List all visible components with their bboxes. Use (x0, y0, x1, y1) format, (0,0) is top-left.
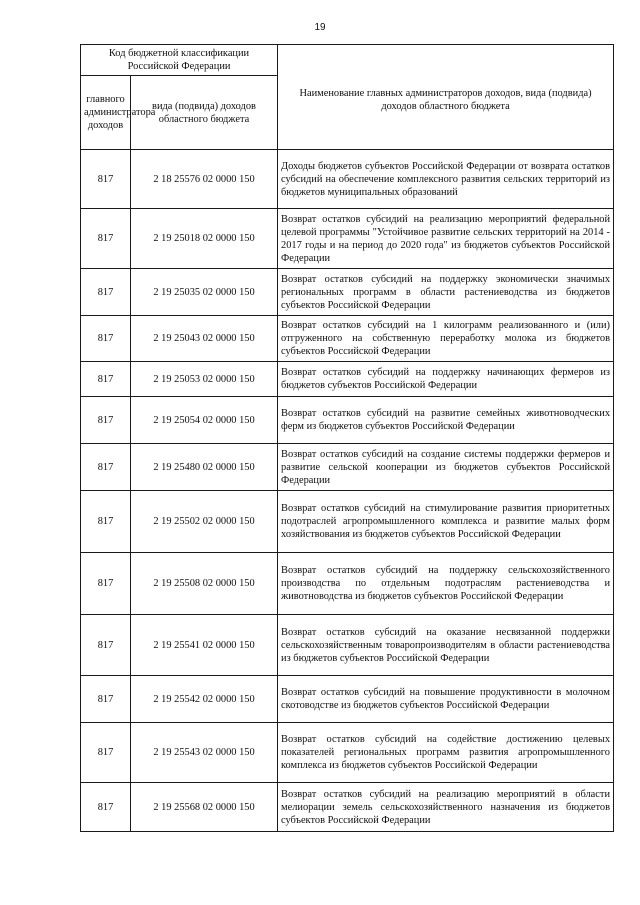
header-code-group: Код бюджетной классификации Российской Федерации (81, 45, 278, 76)
income-name-cell: Возврат остатков субсидий на содействие достижению целевых показателей региональных программ развития агропромышленного комплекса из бюджетов субъектов Российской Федерации (278, 723, 614, 783)
header-admin-col: главного администратора доходов (81, 76, 131, 150)
table-row (81, 676, 614, 723)
income-name-cell: Возврат остатков субсидий на повышение продуктивности в молочном скотоводстве из бюджетов субъектов Российской Федерации (278, 676, 614, 723)
admin-code-cell: 817 (81, 316, 131, 362)
income-name-cell: Возврат остатков субсидий на 1 килограмм реализованного и (или) отгруженного на собственную переработку молока из бюджетов субъектов Российской Федерации (278, 316, 614, 362)
income-code-cell: 2 19 25035 02 0000 150 (131, 269, 278, 316)
table-row (81, 615, 614, 676)
income-code-cell: 2 19 25018 02 0000 150 (131, 209, 278, 269)
income-code-cell: 2 19 25543 02 0000 150 (131, 723, 278, 783)
admin-code-cell: 817 (81, 723, 131, 783)
income-code-cell: 2 19 25053 02 0000 150 (131, 362, 278, 397)
admin-code-cell: 817 (81, 783, 131, 832)
table-row (81, 362, 614, 397)
admin-code-cell: 817 (81, 150, 131, 209)
table-header (81, 45, 614, 150)
table-row (81, 783, 614, 832)
admin-code-cell: 817 (81, 615, 131, 676)
income-name-cell: Возврат остатков субсидий на развитие семейных животноводческих ферм из бюджетов субъектов Российской Федерации (278, 397, 614, 444)
income-code-cell: 2 19 25502 02 0000 150 (131, 491, 278, 553)
admin-code-cell: 817 (81, 209, 131, 269)
income-code-cell: 2 19 25541 02 0000 150 (131, 615, 278, 676)
income-name-cell: Возврат остатков субсидий на реализацию мероприятий федеральной целевой программы "Устойчивое развитие сельских территорий на 2014 - 2017 годы и на период до 2020 года" из бюджетов субъектов Российской Федерации (278, 209, 614, 269)
budget-classification-table (80, 44, 614, 832)
income-code-cell: 2 19 25043 02 0000 150 (131, 316, 278, 362)
admin-code-cell: 817 (81, 444, 131, 491)
table-body (81, 150, 614, 832)
admin-code-cell: 817 (81, 491, 131, 553)
header-name-col: Наименование главных администраторов доходов, вида (подвида) доходов областного бюджета (278, 45, 614, 150)
header-income-type-col: вида (подвида) доходов областного бюджета (131, 76, 278, 150)
table-row (81, 444, 614, 491)
table-row (81, 150, 614, 209)
admin-code-cell: 817 (81, 676, 131, 723)
income-name-cell: Возврат остатков субсидий на реализацию мероприятий в области мелиорации земель сельскохозяйственного назначения из бюджетов субъектов Российской Федерации (278, 783, 614, 832)
income-code-cell: 2 19 25054 02 0000 150 (131, 397, 278, 444)
income-code-cell: 2 19 25542 02 0000 150 (131, 676, 278, 723)
admin-code-cell: 817 (81, 553, 131, 615)
table-row (81, 209, 614, 269)
income-code-cell: 2 19 25568 02 0000 150 (131, 783, 278, 832)
income-code-cell: 2 18 25576 02 0000 150 (131, 150, 278, 209)
table-row (81, 723, 614, 783)
table-row (81, 491, 614, 553)
table-row (81, 397, 614, 444)
admin-code-cell: 817 (81, 269, 131, 316)
income-name-cell: Возврат остатков субсидий на поддержку начинающих фермеров из бюджетов субъектов Российской Федерации (278, 362, 614, 397)
table-row (81, 269, 614, 316)
income-name-cell: Доходы бюджетов субъектов Российской Федерации от возврата остатков субсидий на обеспечение комплексного развития сельских территорий из бюджетов муниципальных образований (278, 150, 614, 209)
admin-code-cell: 817 (81, 397, 131, 444)
income-name-cell: Возврат остатков субсидий на создание системы поддержки фермеров и развитие сельской кооперации из бюджетов субъектов Российской Федерации (278, 444, 614, 491)
income-name-cell: Возврат остатков субсидий на оказание несвязанной поддержки сельскохозяйственным товаропроизводителям в области растениеводства из бюджетов субъектов Российской Федерации (278, 615, 614, 676)
income-code-cell: 2 19 25508 02 0000 150 (131, 553, 278, 615)
table-row (81, 316, 614, 362)
table-row (81, 553, 614, 615)
income-name-cell: Возврат остатков субсидий на стимулирование развития приоритетных подотраслей агропромышленного комплекса и развитие малых форм хозяйствования из бюджетов субъектов Российской Федерации (278, 491, 614, 553)
page-number: 19 (314, 22, 326, 33)
income-name-cell: Возврат остатков субсидий на поддержку сельскохозяйственного производства по отдельным подотраслям растениеводства и животноводства из бюджетов субъектов Российской Федерации (278, 553, 614, 615)
income-name-cell: Возврат остатков субсидий на поддержку экономически значимых региональных программ в области растениеводства из бюджетов субъектов Российской Федерации (278, 269, 614, 316)
income-code-cell: 2 19 25480 02 0000 150 (131, 444, 278, 491)
admin-code-cell: 817 (81, 362, 131, 397)
